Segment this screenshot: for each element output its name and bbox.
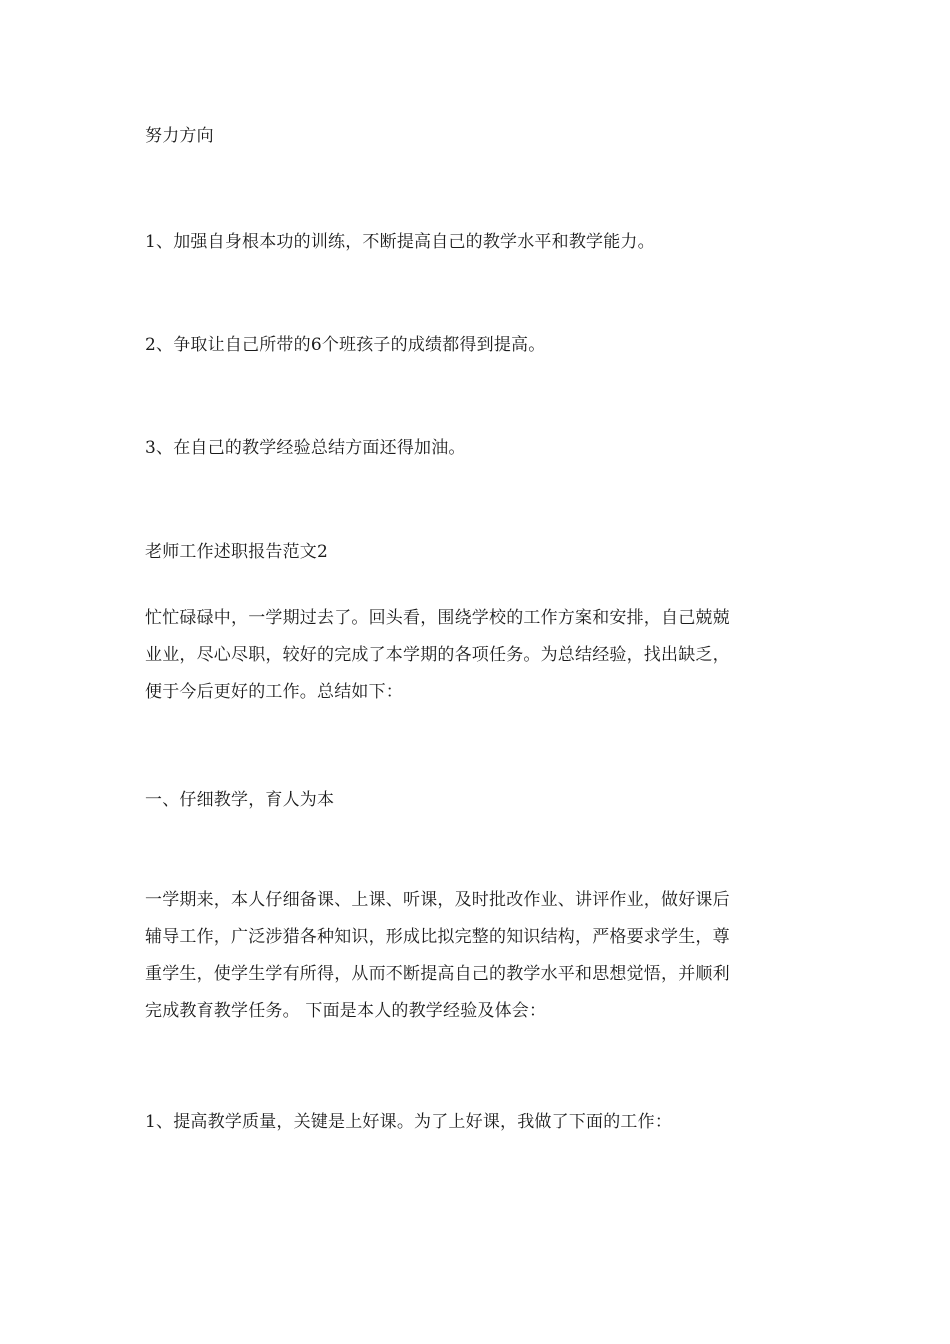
intro-line-2: 业业，尽心尽职，较好的完成了本学期的各项任务。为总结经验，找出缺乏， — [145, 645, 730, 665]
intro-line-1: 忙忙碌碌中，一学期过去了。回头看，围绕学校的工作方案和安排，自己兢兢 — [145, 608, 730, 628]
section-one-line-1: 一学期来，本人仔细备课、上课、听课，及时批改作业、讲评作业，做好课后 — [145, 890, 730, 910]
goal-item-3: 3、在自己的教学经验总结方面还得加油。 — [145, 438, 466, 458]
section-one-title: 一、仔细教学，育人为本 — [145, 790, 335, 810]
section-one-paragraph — [145, 882, 805, 1030]
section-one-line-3: 重学生，使学生学有所得，从而不断提高自己的教学水平和思想觉悟，并顺利 — [145, 964, 730, 984]
section-one-line-2: 辅导工作，广泛涉猎各种知识，形成比拟完整的知识结构，严格要求学生，尊 — [145, 927, 730, 947]
sample-title: 老师工作述职报告范文2 — [145, 542, 329, 562]
heading-direction: 努力方向 — [145, 126, 214, 146]
goal-item-1: 1、加强自身根本功的训练，不断提高自己的教学水平和教学能力。 — [145, 232, 655, 252]
goal-item-2: 2、争取让自己所带的6个班孩子的成绩都得到提高。 — [145, 335, 546, 355]
section-one-line-4: 完成教育教学任务。 下面是本人的教学经验及体会： — [145, 1001, 547, 1021]
intro-line-3: 便于今后更好的工作。总结如下： — [145, 682, 403, 702]
intro-paragraph — [145, 600, 805, 711]
point-one: 1、提高教学质量，关键是上好课。为了上好课，我做了下面的工作： — [145, 1112, 673, 1132]
